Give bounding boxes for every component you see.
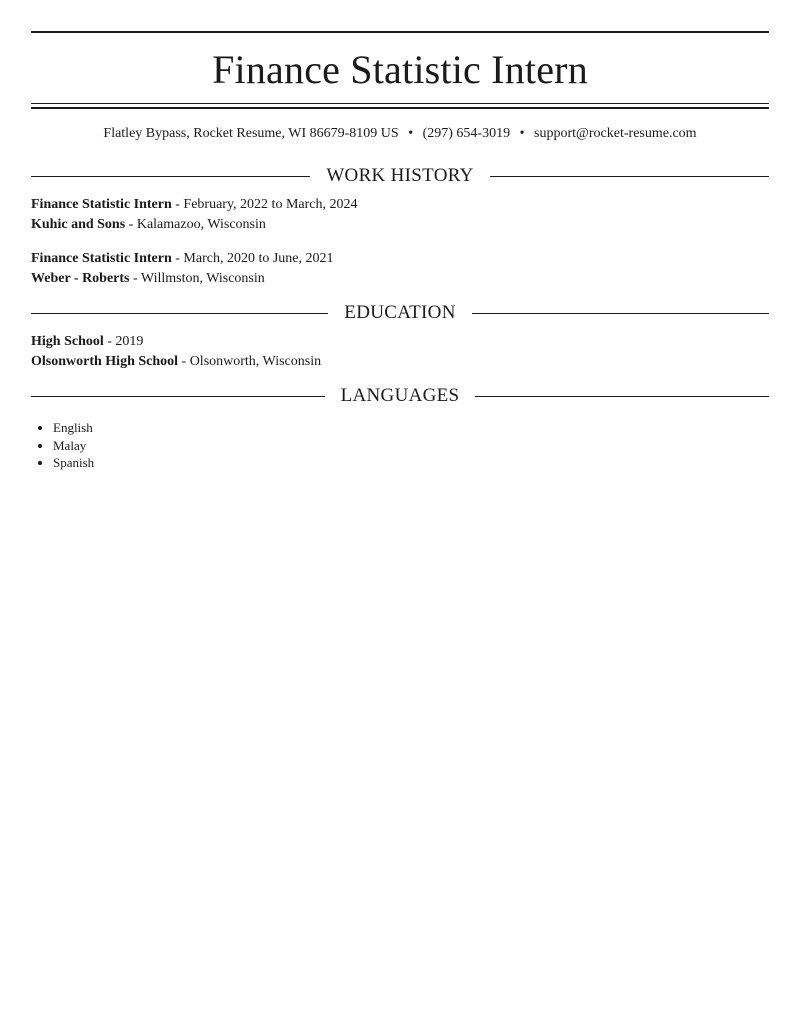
section-rule-left	[31, 396, 325, 397]
job-dates: - February, 2022 to March, 2024	[171, 197, 358, 212]
top-rule	[31, 31, 769, 33]
contact-separator: •	[519, 126, 525, 141]
language-item: • Malay	[53, 437, 769, 455]
contact-email[interactable]: support@rocket-resume.com	[534, 126, 697, 141]
education-degree-line	[31, 332, 769, 352]
section-title: EDUCATION	[344, 302, 456, 323]
contact-separator: •	[408, 126, 414, 141]
section-rule-left	[31, 313, 328, 314]
section-title: WORK HISTORY	[326, 165, 474, 186]
section-title: LANGUAGES	[340, 385, 460, 406]
education-entry	[31, 332, 769, 372]
contact-phone: (297) 654-3019	[422, 126, 511, 141]
job-company: Kuhic and Sons	[31, 217, 126, 232]
job-role: Finance Statistic Intern	[31, 197, 172, 212]
job-title-line	[31, 195, 769, 215]
job-role: Finance Statistic Intern	[31, 251, 172, 266]
section-header-education	[31, 301, 769, 325]
languages-list	[31, 419, 769, 472]
job-company: Weber - Roberts	[31, 271, 130, 286]
section-rule-left	[31, 176, 310, 177]
language-item: • Spanish	[53, 454, 769, 472]
language-item: • English	[53, 419, 769, 437]
education-year: - 2019	[103, 334, 144, 349]
education-school: Olsonworth High School	[31, 354, 179, 369]
section-rule-right	[472, 313, 769, 314]
resume-page	[31, 0, 769, 472]
education-school-line	[31, 352, 769, 372]
job-company-line	[31, 215, 769, 235]
contact-line	[31, 125, 769, 143]
job-title-line	[31, 249, 769, 269]
section-header-work-history	[31, 164, 769, 188]
double-rule	[31, 103, 769, 109]
job-location: - Willmston, Wisconsin	[129, 271, 265, 286]
job-dates: - March, 2020 to June, 2021	[171, 251, 334, 266]
job-location: - Kalamazoo, Wisconsin	[125, 217, 266, 232]
education-degree: High School	[31, 334, 104, 349]
section-rule-right	[475, 396, 769, 397]
candidate-name: Finance Statistic Intern	[212, 47, 588, 92]
section-header-languages	[31, 384, 769, 408]
job-entry	[31, 195, 769, 235]
job-entry	[31, 249, 769, 289]
job-company-line	[31, 269, 769, 289]
education-location: - Olsonworth, Wisconsin	[178, 354, 322, 369]
contact-address: Flatley Bypass, Rocket Resume, WI 86679-8109 US	[103, 126, 399, 141]
section-rule-right	[490, 176, 769, 177]
